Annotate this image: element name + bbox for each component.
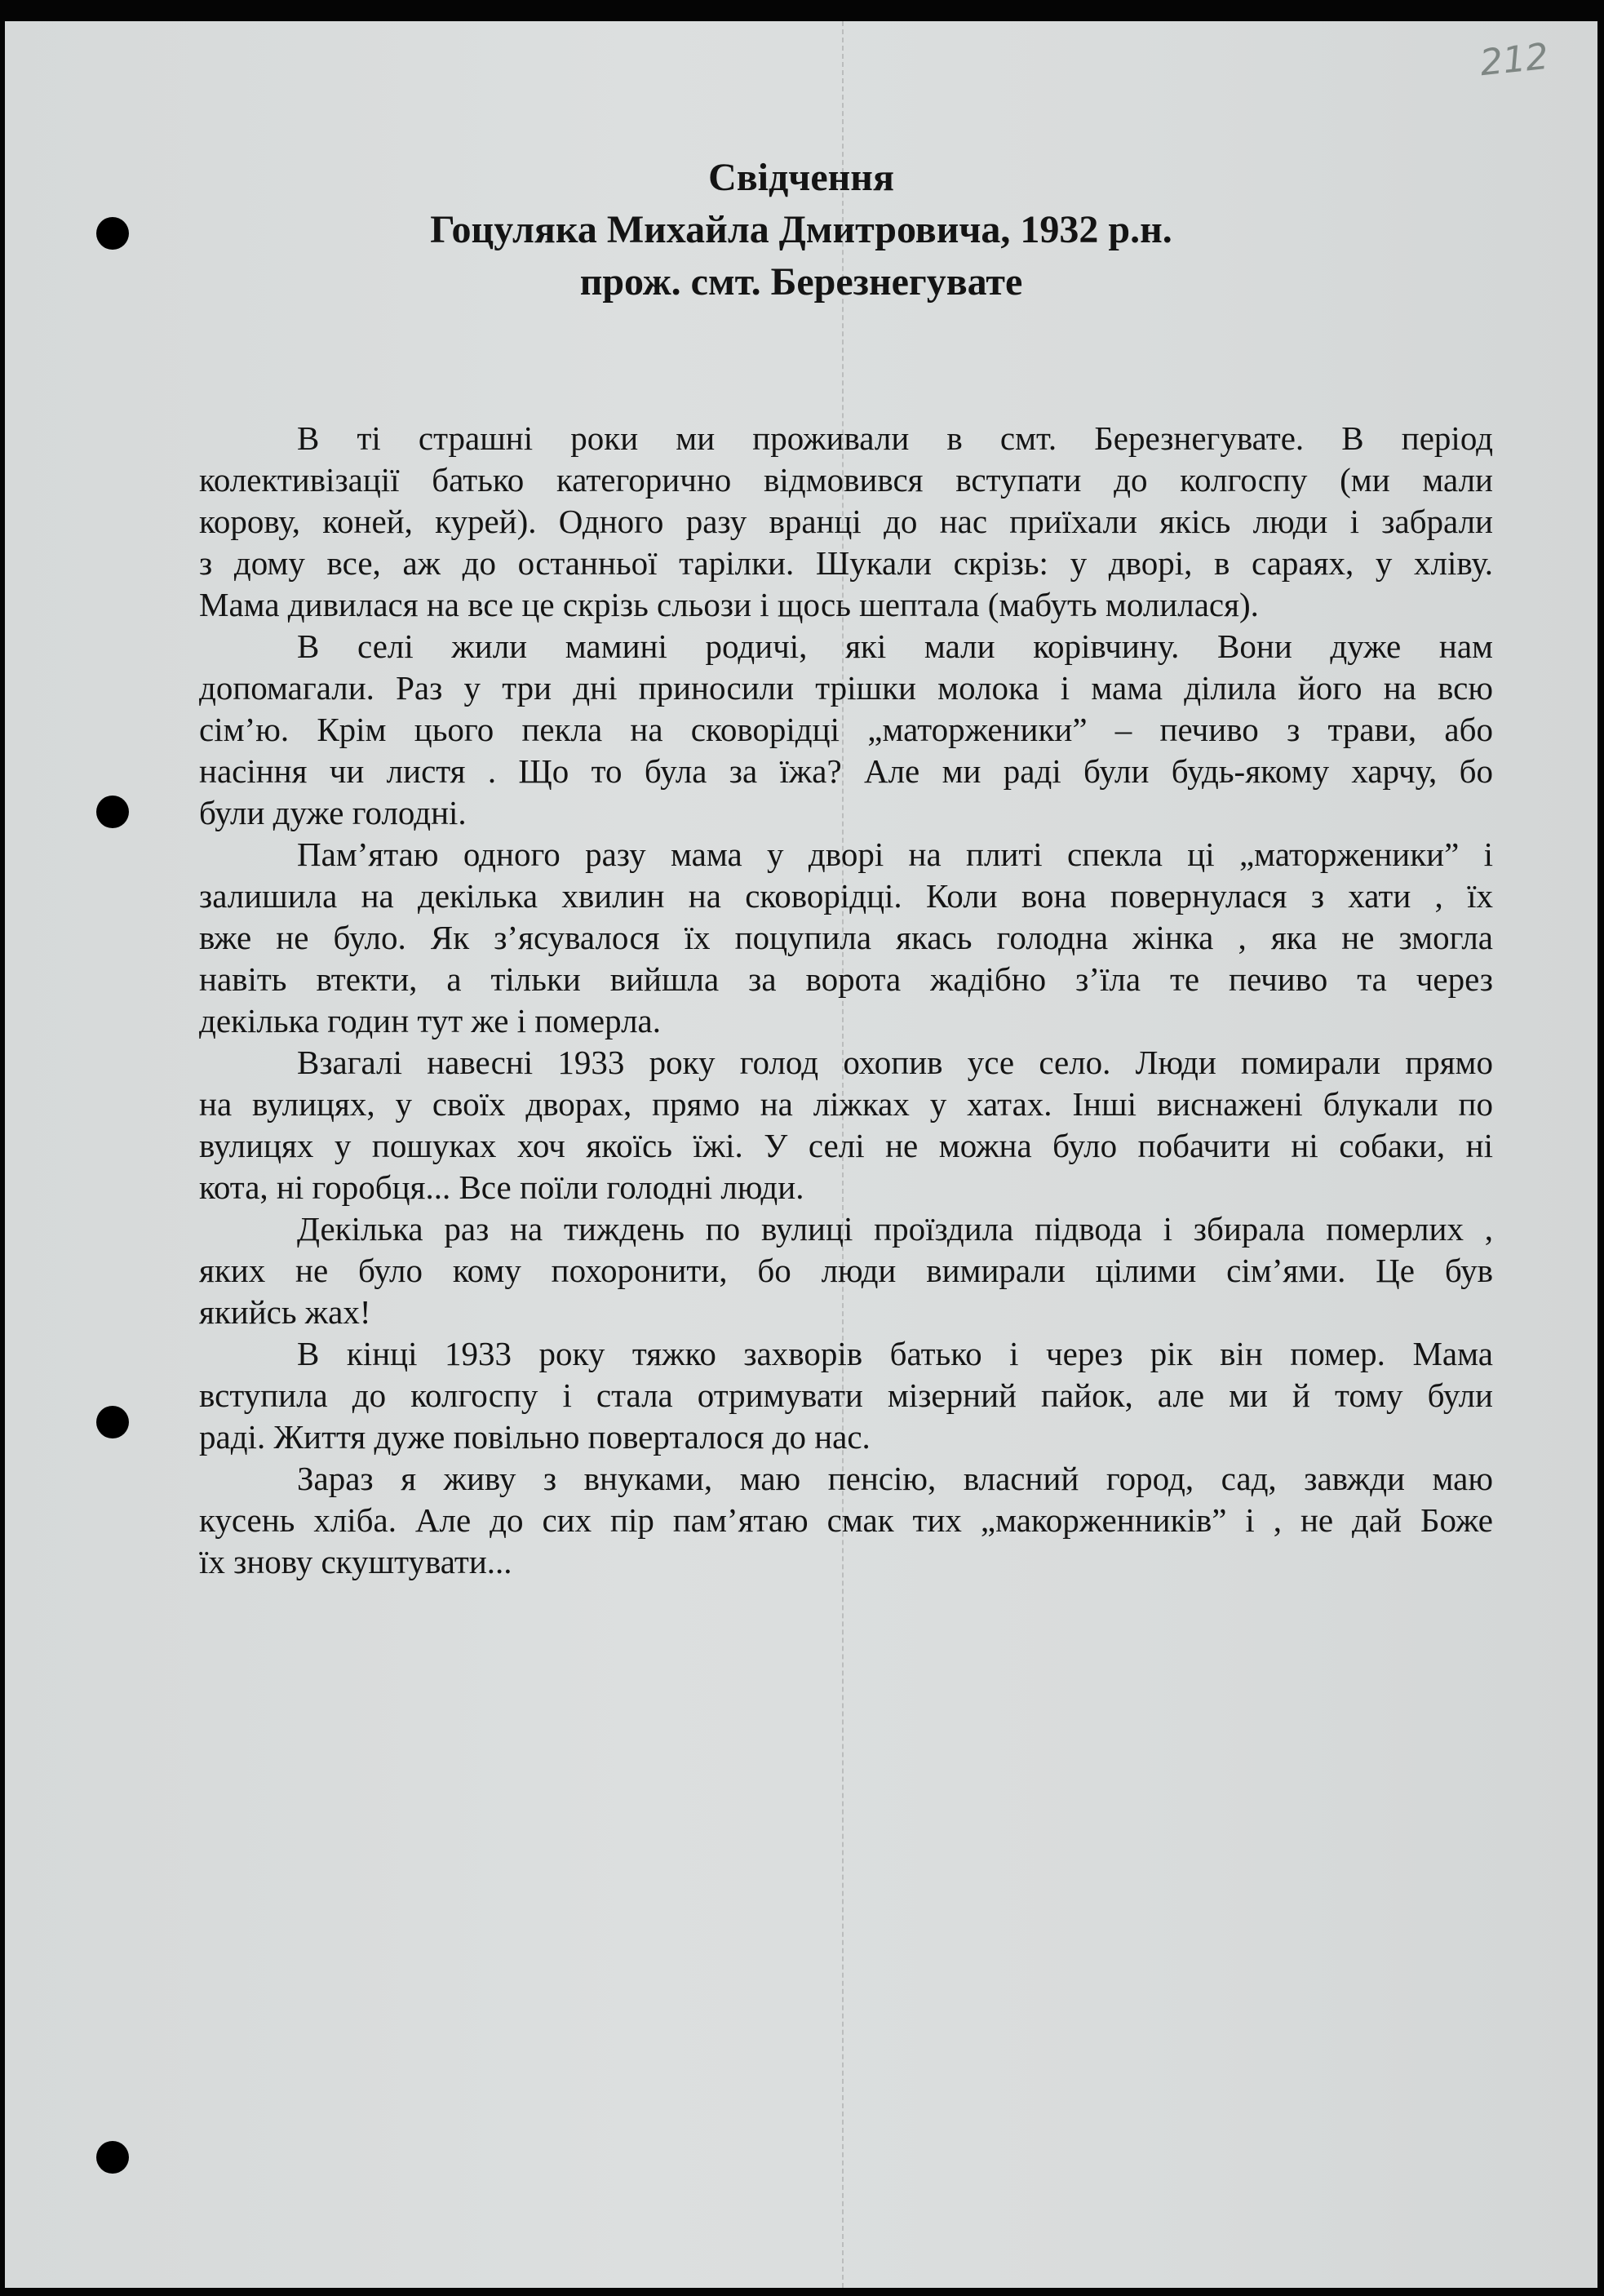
document-page [5, 21, 1597, 2288]
punch-hole [96, 2141, 129, 2174]
text-line: В селі жили мамині родичі, які мали корівчину. Вони дуже нам [297, 627, 1493, 665]
paragraph [199, 1333, 1493, 1458]
text-line: яких не було кому похоронити, бо люди вимирали цілими сім’ями. Це був [199, 1252, 1493, 1289]
title-line: Свідчення [708, 156, 894, 199]
handwritten-page-number: 212 [1478, 35, 1551, 85]
text-line: В кінці 1933 року тяжко захворів батько і через рік він помер. Мама [297, 1335, 1493, 1372]
text-line: Взагалі навесні 1933 року голод охопив усе село. Люди помирали прямо [297, 1044, 1493, 1081]
title-line: прож. смт. Березнегувате [579, 260, 1023, 304]
text-line: корову, коней, курей). Одного разу вранці до нас приїхали якісь люди і забрали [199, 503, 1493, 540]
text-line: сім’ю. Крім цього пекла на сковорідці „маторженики” – печиво з трави, або [199, 711, 1493, 748]
testimony-body [199, 418, 1493, 1583]
document-title [5, 152, 1597, 308]
text-line: кота, ні горобця... Все поїли голодні люди. [199, 1168, 804, 1206]
paragraph [199, 1042, 1493, 1208]
text-line: якийсь жах! [199, 1293, 371, 1331]
text-line: Мама дивилася на все це скрізь сльози і щось шептала (мабуть молилася). [199, 586, 1259, 623]
text-line: Декілька раз на тиждень по вулиці проїздила підвода і збирала померлих , [297, 1210, 1493, 1248]
text-line: Зараз я живу з внуками, маю пенсію, власний город, сад, завжди маю [297, 1460, 1493, 1497]
punch-hole [96, 796, 129, 828]
text-line: їх знову скуштувати... [199, 1543, 512, 1580]
paragraph [199, 626, 1493, 834]
paragraph [199, 834, 1493, 1042]
text-line: Пам’ятаю одного разу мама у дворі на плиті спекла ці „маторженики” і [297, 836, 1493, 873]
text-line: були дуже голодні. [199, 794, 467, 831]
title-line: Гоцуляка Михайла Дмитровича, 1932 р.н. [430, 208, 1172, 251]
text-line: декілька годин тут же і померла. [199, 1002, 661, 1039]
text-line: допомагали. Раз у три дні приносили трішки молока і мама ділила його на всю [199, 669, 1493, 707]
text-line: раді. Життя дуже повільно поверталося до нас. [199, 1418, 871, 1456]
text-line: В ті страшні роки ми проживали в смт. Березнегувате. В період [297, 419, 1493, 457]
text-line: колективізації батько категорично відмовився вступати до колгоспу (ми мали [199, 461, 1493, 499]
text-line: вже не було. Як з’ясувалося їх поцупила якась голодна жінка , яка не змогла [199, 919, 1493, 956]
text-line: на вулицях, у своїх дворах, прямо на ліжках у хатах. Інші виснажені блукали по [199, 1085, 1493, 1123]
text-line: з дому все, аж до останньої тарілки. Шукали скрізь: у дворі, в сараях, у хліву. [199, 544, 1493, 582]
text-line: навіть втекти, а тільки вийшла за ворота жадібно з’їла те печиво та через [199, 960, 1493, 998]
paragraph [199, 1458, 1493, 1583]
punch-hole [96, 1406, 129, 1438]
text-line: насіння чи листя . Що то була за їжа? Але ми раді були будь-якому харчу, бо [199, 752, 1493, 790]
text-line: вступила до колгоспу і стала отримувати мізерний пайок, але ми й тому були [199, 1376, 1493, 1414]
text-line: вулицях у пошуках хоч якоїсь їжі. У селі не можна було побачити ні собаки, ні [199, 1127, 1493, 1164]
text-line: залишила на декілька хвилин на сковорідці. Коли вона повернулася з хати , їх [199, 877, 1493, 915]
paragraph [199, 418, 1493, 626]
text-line: кусень хліба. Але до сих пір пам’ятаю смак тих „макорженників” і , не дай Боже [199, 1501, 1493, 1539]
paragraph [199, 1208, 1493, 1333]
